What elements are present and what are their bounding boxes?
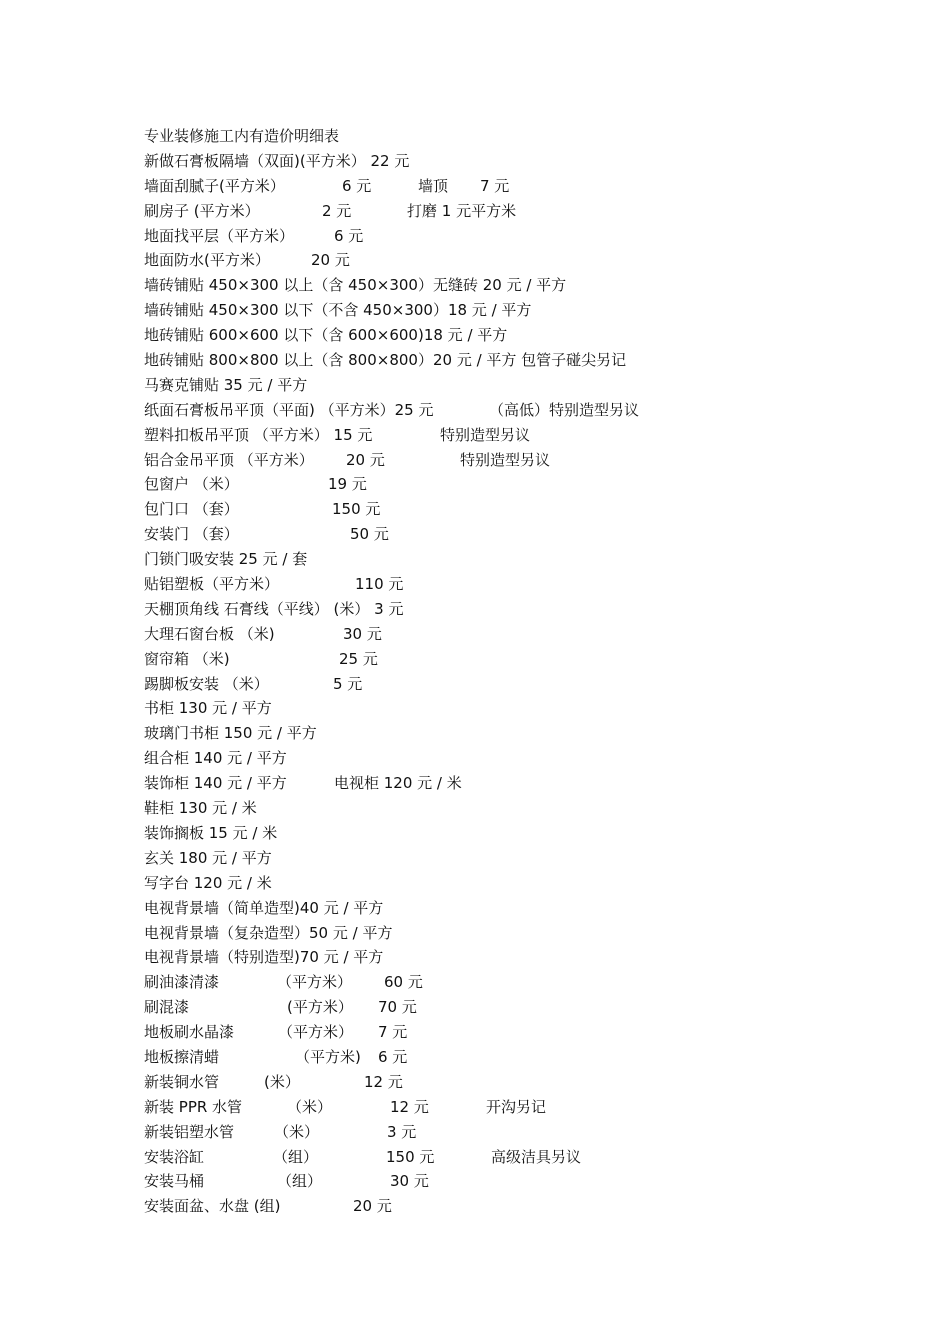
price-line-segment: 6 元: [378, 1047, 408, 1066]
price-line-segment: 电视背景墙（复杂造型）50 元 / 平方: [144, 923, 393, 942]
price-line: [144, 398, 844, 423]
price-line-segment: 包门口 （套）: [144, 500, 239, 519]
price-line-segment: 地板擦清蜡: [144, 1047, 220, 1066]
price-line-segment: 3 元: [387, 1122, 417, 1141]
price-line-segment: 组合柜 140 元 / 平方: [144, 749, 287, 768]
price-line: [144, 1045, 844, 1070]
price-line-segment: 特别造型另议: [460, 450, 551, 469]
price-line-segment: 刷混漆: [144, 998, 190, 1017]
price-line-segment: 刷油漆清漆: [144, 973, 220, 992]
price-line: [144, 721, 844, 746]
price-line: [144, 472, 844, 497]
price-line-segment: 新装铜水管: [144, 1072, 220, 1091]
price-line-segment: 大理石窗台板 （米): [144, 624, 275, 643]
price-line-segment: 30 元: [390, 1172, 429, 1191]
price-line-segment: 6 元: [342, 176, 372, 195]
price-line-segment: 12 元: [364, 1072, 403, 1091]
document-body: [144, 124, 844, 1219]
price-line-segment: 150 元: [386, 1147, 435, 1166]
price-line-segment: 6 元: [334, 226, 364, 245]
price-line-segment: （米）: [287, 1097, 333, 1116]
price-line: [144, 273, 844, 298]
price-line: [144, 323, 844, 348]
price-line-segment: 刷房子 (平方米）: [144, 201, 260, 220]
price-line-segment: 电视背景墙（特别造型)70 元 / 平方: [144, 948, 384, 967]
price-line-segment: 新装铝塑水管: [144, 1122, 235, 1141]
price-line-segment: 装饰柜 140 元 / 平方: [144, 774, 287, 793]
price-line: [144, 149, 844, 174]
price-line: [144, 1145, 844, 1170]
price-line: [144, 921, 844, 946]
price-line-segment: 地面防水(平方米）: [144, 251, 270, 270]
price-line-segment: 安装马桶: [144, 1172, 205, 1191]
price-line-segment: 地面找平层（平方米）: [144, 226, 295, 245]
price-line: [144, 871, 844, 896]
price-line-segment: 50 元: [350, 525, 389, 544]
document-title-text: 专业装修施工内有造价明细表: [144, 127, 340, 145]
price-line: [144, 1169, 844, 1194]
price-line: [144, 896, 844, 921]
price-line: [144, 298, 844, 323]
price-line-segment: 特别造型另议: [440, 425, 531, 444]
price-line-segment: 高级洁具另议: [491, 1147, 582, 1166]
price-line: [144, 771, 844, 796]
price-line: [144, 497, 844, 522]
price-line: [144, 647, 844, 672]
price-line: [144, 1070, 844, 1095]
price-line-segment: 30 元: [343, 624, 382, 643]
price-line-segment: 12 元: [390, 1097, 429, 1116]
price-line-segment: 7 元: [480, 176, 510, 195]
price-line: [144, 174, 844, 199]
price-line: [144, 1194, 844, 1219]
price-line-segment: （组）: [277, 1172, 323, 1191]
price-line-segment: (米）: [264, 1072, 300, 1091]
price-line: [144, 448, 844, 473]
price-line-segment: 玻璃门书柜 150 元 / 平方: [144, 724, 317, 743]
price-line-segment: 25 元: [339, 649, 378, 668]
price-line-segment: 地砖铺贴 600×600 以下（含 600×600)18 元 / 平方: [144, 326, 508, 345]
price-line-segment: 墙砖铺贴 450×300 以下（不含 450×300）18 元 / 平方: [144, 301, 532, 320]
price-line-segment: 7 元: [378, 1023, 408, 1042]
price-line-segment: (平方米）: [287, 998, 353, 1017]
price-line-segment: 写字台 120 元 / 米: [144, 873, 272, 892]
price-line-segment: 包窗户 （米）: [144, 475, 239, 494]
price-line-segment: 安装门 （套）: [144, 525, 239, 544]
price-line-segment: 踢脚板安装 （米）: [144, 674, 269, 693]
price-line: [144, 995, 844, 1020]
price-line-segment: （平方米): [295, 1047, 361, 1066]
price-line-segment: 电视背景墙（简单造型)40 元 / 平方: [144, 898, 384, 917]
price-line-segment: 玄关 180 元 / 平方: [144, 848, 272, 867]
price-line: [144, 1120, 844, 1145]
price-line-segment: 书柜 130 元 / 平方: [144, 699, 272, 718]
price-line-segment: 110 元: [355, 575, 404, 594]
price-line-segment: 电视柜 120 元 / 米: [334, 774, 462, 793]
price-line-segment: （高低）特别造型另议: [489, 400, 640, 419]
price-line-segment: 150 元: [332, 500, 381, 519]
price-line: [144, 199, 844, 224]
price-line-segment: 5 元: [333, 674, 363, 693]
price-line: [144, 696, 844, 721]
price-line-segment: 马赛克铺贴 35 元 / 平方: [144, 375, 308, 394]
document-title: [144, 124, 844, 149]
price-line-segment: （米）: [274, 1122, 320, 1141]
price-line: [144, 1095, 844, 1120]
price-line: [144, 970, 844, 995]
price-line-segment: （平方米）: [278, 1023, 354, 1042]
price-list: [144, 149, 844, 1219]
price-line: [144, 846, 844, 871]
price-line: [144, 1020, 844, 1045]
price-line: [144, 622, 844, 647]
price-line-segment: 鞋柜 130 元 / 米: [144, 799, 257, 818]
price-line-segment: 20 元: [346, 450, 385, 469]
price-line: [144, 945, 844, 970]
price-line-segment: 纸面石膏板吊平顶（平面) （平方米）25 元: [144, 400, 434, 419]
price-line-segment: 贴铝塑板（平方米）: [144, 575, 280, 594]
price-line-segment: 70 元: [378, 998, 417, 1017]
price-line-segment: 地板刷水晶漆: [144, 1023, 235, 1042]
price-line-segment: （平方米）: [277, 973, 353, 992]
price-line: [144, 821, 844, 846]
price-line-segment: 地砖铺贴 800×800 以上（含 800×800）20 元 / 平方 包管子碰尖另记: [144, 351, 627, 370]
price-line: [144, 423, 844, 448]
price-line: [144, 597, 844, 622]
price-line: [144, 746, 844, 771]
price-line-segment: 墙砖铺贴 450×300 以上（含 450×300）无缝砖 20 元 / 平方: [144, 276, 567, 295]
price-line: [144, 373, 844, 398]
price-line: [144, 672, 844, 697]
price-line-segment: 门锁门吸安装 25 元 / 套: [144, 550, 308, 569]
price-line: [144, 348, 844, 373]
price-line-segment: 2 元: [322, 201, 352, 220]
price-line-segment: 装饰搁板 15 元 / 米: [144, 823, 278, 842]
price-line-segment: 打磨 1 元平方米: [407, 201, 517, 220]
price-line-segment: 铝合金吊平顶 （平方米）: [144, 450, 314, 469]
price-line-segment: 20 元: [353, 1197, 392, 1216]
price-line-segment: 开沟另记: [486, 1097, 547, 1116]
price-line-segment: 19 元: [328, 475, 367, 494]
price-line-segment: 新做石膏板隔墙（双面)(平方米） 22 元: [144, 151, 410, 170]
price-line-segment: 墙顶: [418, 176, 449, 195]
price-line: [144, 572, 844, 597]
price-line: [144, 224, 844, 249]
price-line-segment: 60 元: [384, 973, 423, 992]
price-line: [144, 522, 844, 547]
price-line-segment: 天棚顶角线 石膏线（平线） (米） 3 元: [144, 599, 404, 618]
price-line: [144, 796, 844, 821]
price-line-segment: 20 元: [311, 251, 350, 270]
price-line-segment: 窗帘箱 （米): [144, 649, 230, 668]
price-line-segment: 塑料扣板吊平顶 （平方米） 15 元: [144, 425, 373, 444]
price-line: [144, 547, 844, 572]
price-line: [144, 248, 844, 273]
price-line-segment: 新装 PPR 水管: [144, 1097, 243, 1116]
price-line-segment: 安装浴缸: [144, 1147, 205, 1166]
price-line-segment: 安装面盆、水盘 (组): [144, 1197, 281, 1216]
price-line-segment: 墙面刮腻子(平方米）: [144, 176, 285, 195]
price-line-segment: （组）: [273, 1147, 319, 1166]
